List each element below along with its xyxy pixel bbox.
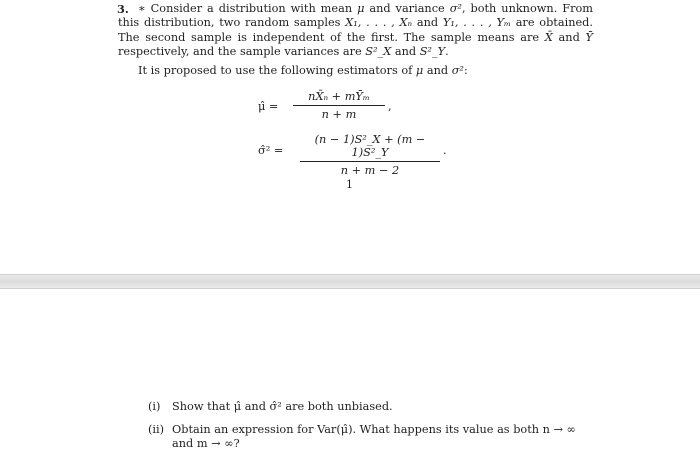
page-separator xyxy=(0,274,700,289)
question-part-ii xyxy=(148,423,588,452)
question-number: 3. xyxy=(117,2,129,16)
mu-hat-denominator: n + m xyxy=(321,108,357,121)
problem-statement xyxy=(118,2,593,78)
sigma-hat-numerator: (n − 1)S²_X + (m − 1)S²_Y xyxy=(314,133,426,159)
proposal-line: It is proposed to use the following estimators of μ and σ²: xyxy=(138,63,468,77)
star-marker: ∗ xyxy=(138,2,146,15)
question-part-i xyxy=(148,400,588,415)
sigma-hat-denominator: n + m − 2 xyxy=(340,164,400,177)
part-label: (i) xyxy=(148,400,161,413)
problem-intro: ∗ Consider a distribution with mean μ and variance σ², both unknown. From this distribution, two random samples X₁, . . . , Xₙ and Y₁, . . . , Yₘ are obtained. The second sample is independent of the first. The sample means are X̄ and Ȳ respectively, and the sample variances are S²_X and S²_Y. xyxy=(118,2,594,59)
part-text: Show that μ̂ and σ̂² are both unbiased. xyxy=(172,400,393,413)
part-label: (ii) xyxy=(148,422,165,436)
question-parts xyxy=(148,400,588,452)
sigma-hat-punctuation: . xyxy=(443,144,447,157)
page-number: 1 xyxy=(346,178,353,191)
sigma-hat-lhs: σ̂² = xyxy=(258,144,284,157)
sigma-hat-fraction xyxy=(300,133,440,177)
mu-hat-lhs: μ̂ = xyxy=(258,100,279,113)
mu-hat-fraction xyxy=(293,90,385,121)
part-text: Obtain an expression for Var(μ̂). What happens its value as both n → ∞ and m → ∞? xyxy=(172,422,576,450)
mu-hat-punctuation: , xyxy=(388,100,392,113)
mu-hat-numerator: nX̄ₙ + mȲₘ xyxy=(308,90,370,103)
